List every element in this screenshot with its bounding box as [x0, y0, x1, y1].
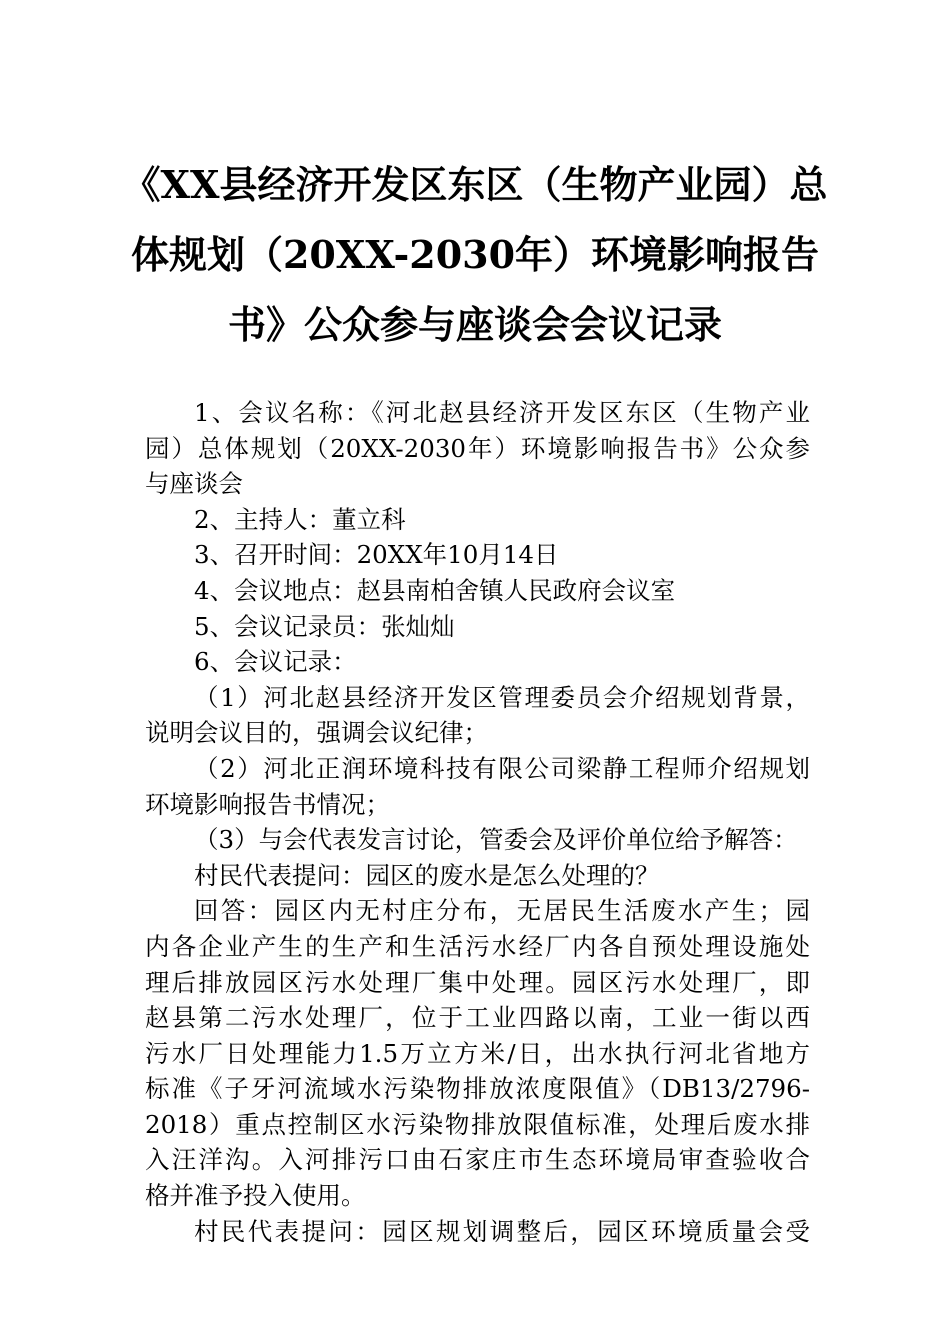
answer-line: 标准《子牙河流域水污染物排放浓度限值》（DB13/2796- [145, 1074, 810, 1104]
item-meeting-name: 1、会议名称：《河北赵县经济开发区东区（生物产业 [194, 398, 810, 427]
answer-line: 理后排放园区污水处理厂集中处理。园区污水处理厂，即 [145, 967, 810, 997]
title-line: 《XX县经济开发区东区（生物产业园）总 [122, 162, 828, 207]
document-title [100, 150, 850, 360]
question-line: 村民代表提问：园区的废水是怎么处理的？ [194, 860, 660, 890]
minutes-paragraph: 环境影响报告书情况； [145, 789, 390, 819]
answer-line: 入汪洋沟。入河排污口由石家庄市生态环境局审查验收合 [145, 1145, 810, 1175]
answer-line: 污水厂日处理能力1.5万立方米/日，出水执行河北省地方 [145, 1038, 810, 1068]
item-location: 4、会议地点：赵县南柏舍镇人民政府会议室 [194, 575, 676, 605]
answer-line: 2018）重点控制区水污染物排放限值标准，处理后废水排 [145, 1109, 810, 1139]
question-line: 村民代表提问：园区规划调整后，园区环境质量会受 [194, 1216, 810, 1246]
minutes-paragraph: （2）河北正润环境科技有限公司梁静工程师介绍规划 [194, 753, 810, 783]
minutes-paragraph: （3）与会代表发言讨论，管委会及评价单位给予解答： [194, 825, 798, 855]
item-host: 2、主持人：董立科 [194, 504, 406, 534]
item-time: 3、召开时间：20XX年10月14日 [194, 540, 559, 570]
answer-line: 回答：园区内无村庄分布，无居民生活废水产生；园 [194, 896, 810, 926]
title-line: 体规划（20XX-2030年）环境影响报告 [130, 232, 820, 277]
item-meeting-name-cont: 园）总体规划（20XX-2030年）环境影响报告书》公众参 [145, 433, 810, 463]
minutes-paragraph: （1）河北赵县经济开发区管理委员会介绍规划背景， [194, 682, 810, 712]
item-recorder: 5、会议记录员：张灿灿 [194, 611, 455, 641]
answer-line: 格并准予投入使用。 [145, 1181, 366, 1211]
answer-line: 内各企业产生的生产和生活污水经厂内各自预处理设施处 [145, 931, 810, 961]
item-meeting-name-cont: 与座谈会 [145, 469, 243, 499]
minutes-paragraph: 说明会议目的，强调会议纪律； [145, 718, 488, 748]
item-minutes-heading: 6、会议记录： [194, 647, 357, 677]
title-line: 书》公众参与座谈会会议记录 [227, 302, 722, 347]
document-body [145, 395, 810, 1249]
answer-line: 赵县第二污水处理厂，位于工业四路以南，工业一街以西 [145, 1003, 810, 1033]
